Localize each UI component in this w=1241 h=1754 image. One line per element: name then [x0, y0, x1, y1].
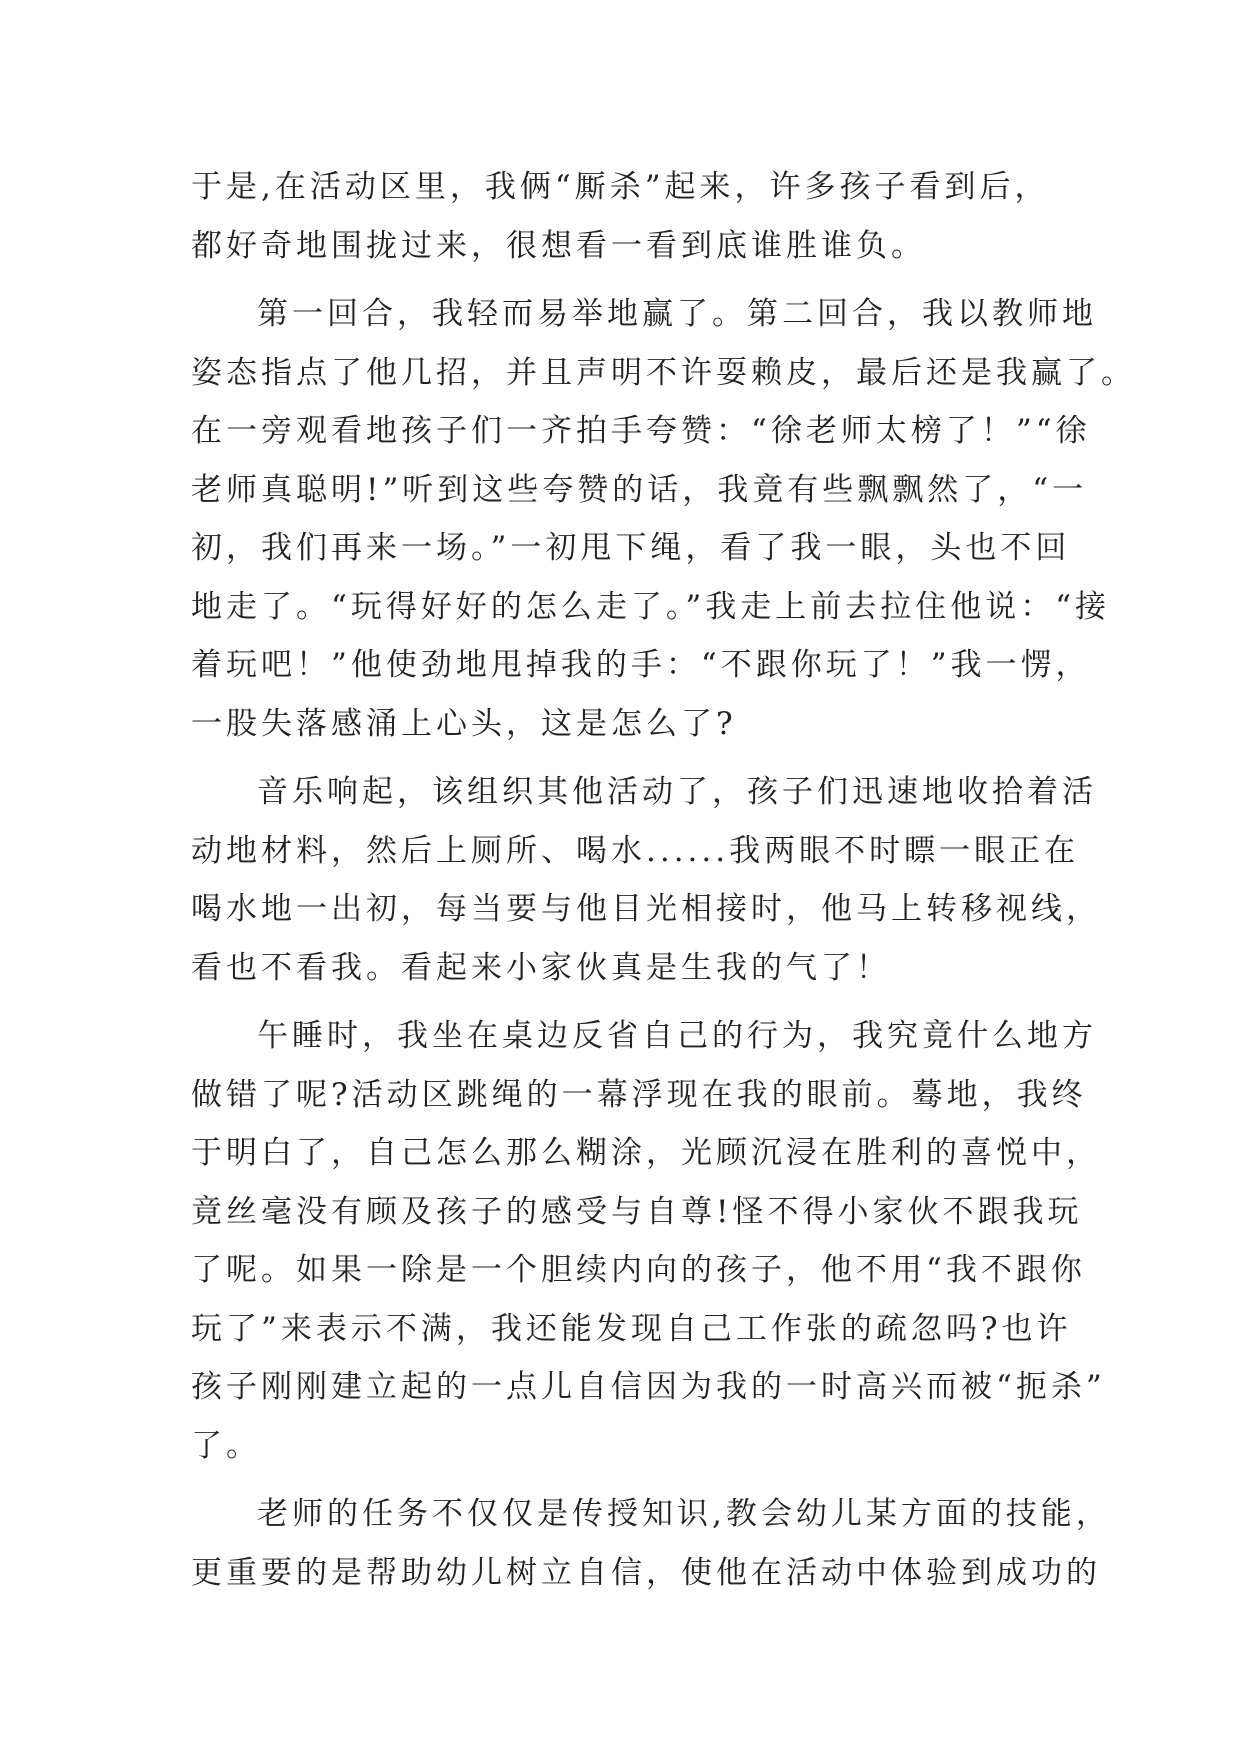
text-line: 音乐响起，该组织其他活动了，孩子们迅速地收拾着活 — [257, 774, 1097, 810]
text-line: 了呢。如果一除是一个胆续内向的孩子，他不用“我不跟你 — [191, 1252, 1086, 1288]
text-line: 于是,在活动区里，我俩“厮杀”起来，许多孩子看到后， — [191, 169, 1050, 205]
text-line: 老师真聪明!”听到这些夸赞的话，我竟有些飘飘然了，“一 — [191, 471, 1088, 508]
text-line: 第一回合，我轻而易举地赢了。第二回合，我以教师地 — [257, 296, 1097, 332]
text-line: 做错了呢?活动区跳绳的一幕浮现在我的眼前。蓦地，我终 — [191, 1076, 1087, 1113]
text-line: 动地材料，然后上厕所、喝水......我两眼不时瞟一眼正在 — [191, 832, 1080, 869]
text-line: 都好奇地围拢过来，很想看一看到底谁胜谁负。 — [191, 227, 926, 264]
text-line: 孩子刚刚建立起的一点儿自信因为我的一时高兴而被“扼杀” — [191, 1369, 1106, 1405]
text-line: 老师的任务不仅仅是传授知识,教会幼儿某方面的技能， — [257, 1496, 1111, 1532]
text-line: 午睡时，我坐在桌边反省自己的行为，我究竟什么地方 — [257, 1018, 1097, 1054]
paragraph-4 — [191, 1007, 1106, 1475]
text-line: 初，我们再来一场。”一初甩下绳，看了我一眼，头也不回 — [191, 530, 1071, 566]
text-line: 一股失落感涌上心头，这是怎么了? — [191, 705, 737, 742]
paragraph-2 — [191, 285, 1136, 753]
text-line: 喝水地一出初，每当要与他目光相接时，他马上转移视线， — [191, 891, 1101, 927]
paragraph-3 — [191, 763, 1101, 997]
text-line: 在一旁观看地孩子们一齐拍手夸赞：“徐老师太榜了！”“徐 — [191, 413, 1091, 449]
text-line: 姿态指点了他几招，并且声明不许耍赖皮，最后还是我赢了。 — [191, 354, 1136, 391]
text-line: 于明白了，自己怎么那么糊涂，光顾沉浸在胜利的喜悦中， — [191, 1135, 1101, 1171]
body-text — [191, 158, 1136, 1612]
text-line: 竟丝毫没有顾及孩子的感受与自尊!怪不得小家伙不跟我玩 — [191, 1193, 1083, 1230]
paragraph-1 — [191, 158, 1071, 275]
text-line: 看也不看我。看起来小家伙真是生我的气了！ — [191, 949, 891, 986]
text-line: 了。 — [191, 1427, 261, 1464]
text-line: 地走了。“玩得好好的怎么走了。”我走上前去拉住他说：“接 — [191, 588, 1111, 625]
text-line: 玩了”来表示不满，我还能发现自己工作张的疏忽吗?也许 — [191, 1310, 1072, 1347]
text-line: 着玩吧！”他使劲地甩掉我的手：“不跟你玩了！”我一愣， — [191, 647, 1091, 683]
paragraph-5 — [191, 1485, 1111, 1602]
text-line: 更重要的是帮助幼儿树立自信，使他在活动中体验到成功的 — [191, 1554, 1101, 1591]
